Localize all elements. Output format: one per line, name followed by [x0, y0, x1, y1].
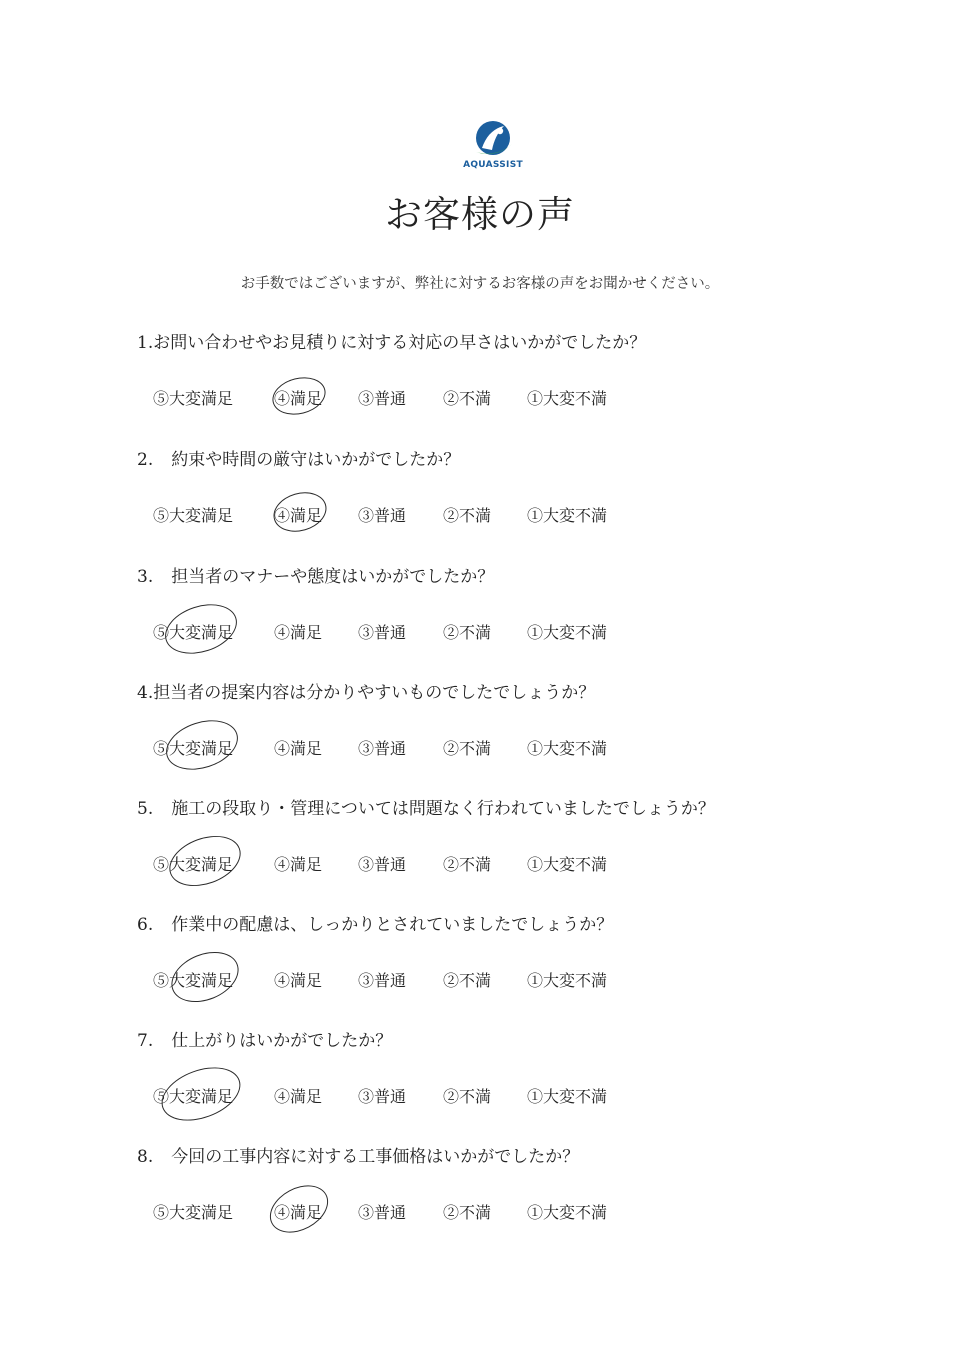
question-7 — [0, 1026, 960, 1136]
option-very-satisfied[interactable]: ⑤大変満足 — [153, 971, 234, 990]
option-dissatisfied[interactable]: ②不満 — [443, 623, 492, 642]
question-number: 2. — [137, 450, 154, 470]
option-satisfied[interactable]: ④満足 — [274, 506, 323, 525]
option-satisfied[interactable]: ④満足 — [274, 971, 323, 990]
question-label: 約束や時間の厳守はいかがでしたか？ — [171, 450, 461, 470]
question-label: 担当者のマナーや態度はいかがでしたか？ — [171, 567, 495, 587]
option-very-satisfied[interactable]: ⑤大変満足 — [153, 389, 234, 408]
option-neutral[interactable]: ③普通 — [358, 1203, 407, 1222]
option-satisfied[interactable]: ④満足 — [274, 739, 323, 758]
rating-options — [0, 736, 960, 766]
option-very-satisfied[interactable]: ⑤大変満足 — [153, 855, 234, 874]
question-text — [137, 910, 613, 935]
question-label: 仕上がりはいかがでしたか？ — [171, 1031, 393, 1051]
option-dissatisfied[interactable]: ②不満 — [443, 855, 492, 874]
question-label: 担当者の提案内容は分かりやすいものでしたでしょうか？ — [153, 683, 596, 703]
option-satisfied[interactable]: ④満足 — [274, 1087, 323, 1106]
question-number: 7. — [137, 1031, 154, 1051]
logo-text: AQUASSIST — [463, 160, 523, 170]
option-very-satisfied[interactable]: ⑤大変満足 — [153, 1203, 234, 1222]
question-label: 作業中の配慮は、しっかりとされていましたでしょうか？ — [171, 915, 614, 935]
option-very-satisfied[interactable]: ⑤大変満足 — [153, 739, 234, 758]
option-very-dissatisfied[interactable]: ①大変不満 — [527, 506, 608, 525]
option-very-dissatisfied[interactable]: ①大変不満 — [527, 971, 608, 990]
option-very-dissatisfied[interactable]: ①大変不満 — [527, 739, 608, 758]
question-text — [137, 678, 595, 703]
option-neutral[interactable]: ③普通 — [358, 623, 407, 642]
option-very-dissatisfied[interactable]: ①大変不満 — [527, 1203, 608, 1222]
question-number: 4. — [137, 683, 154, 703]
question-text — [137, 1026, 392, 1051]
option-dissatisfied[interactable]: ②不満 — [443, 506, 492, 525]
question-2 — [0, 445, 960, 555]
question-text — [137, 1142, 579, 1167]
option-very-dissatisfied[interactable]: ①大変不満 — [527, 623, 608, 642]
question-text — [137, 445, 460, 470]
option-dissatisfied[interactable]: ②不満 — [443, 1087, 492, 1106]
option-neutral[interactable]: ③普通 — [358, 971, 407, 990]
question-label: お問い合わせやお見積りに対する対応の早さはいかがでしたか？ — [153, 333, 647, 353]
question-4 — [0, 678, 960, 788]
option-dissatisfied[interactable]: ②不満 — [443, 971, 492, 990]
rating-options — [0, 852, 960, 882]
question-text — [137, 794, 715, 819]
question-label: 施工の段取り・管理については問題なく行われていましたでしょうか？ — [171, 799, 715, 819]
rating-options — [0, 968, 960, 998]
page-title: お客様の声 — [385, 193, 575, 236]
question-number: 5. — [137, 799, 154, 819]
option-satisfied[interactable]: ④満足 — [274, 623, 323, 642]
question-number: 1. — [137, 333, 154, 353]
option-dissatisfied[interactable]: ②不満 — [443, 389, 492, 408]
question-1 — [0, 328, 960, 438]
option-neutral[interactable]: ③普通 — [358, 1087, 407, 1106]
question-8 — [0, 1142, 960, 1252]
option-very-satisfied[interactable]: ⑤大変満足 — [153, 506, 234, 525]
option-satisfied[interactable]: ④満足 — [274, 389, 323, 408]
option-neutral[interactable]: ③普通 — [358, 506, 407, 525]
question-6 — [0, 910, 960, 1020]
rating-options — [0, 1084, 960, 1114]
option-very-satisfied[interactable]: ⑤大変満足 — [153, 623, 234, 642]
question-label: 今回の工事内容に対する工事価格はいかがでしたか？ — [171, 1147, 580, 1167]
rating-options — [0, 503, 960, 533]
question-number: 6. — [137, 915, 154, 935]
question-number: 8. — [137, 1147, 154, 1167]
question-3 — [0, 562, 960, 672]
question-number: 3. — [137, 567, 154, 587]
question-text — [137, 562, 494, 587]
option-very-satisfied[interactable]: ⑤大変満足 — [153, 1087, 234, 1106]
option-neutral[interactable]: ③普通 — [358, 855, 407, 874]
question-5 — [0, 794, 960, 904]
option-satisfied[interactable]: ④満足 — [274, 1203, 323, 1222]
intro-text: お手数ではございますが、弊社に対するお客様の声をお聞かせください。 — [240, 276, 720, 292]
logo-mark — [458, 118, 528, 160]
option-very-dissatisfied[interactable]: ①大変不満 — [527, 1087, 608, 1106]
rating-options — [0, 386, 960, 416]
rating-options — [0, 620, 960, 650]
option-very-dissatisfied[interactable]: ①大変不満 — [527, 389, 608, 408]
option-very-dissatisfied[interactable]: ①大変不満 — [527, 855, 608, 874]
option-neutral[interactable]: ③普通 — [358, 739, 407, 758]
aquassist-logo — [458, 118, 528, 176]
rating-options — [0, 1200, 960, 1230]
option-satisfied[interactable]: ④満足 — [274, 855, 323, 874]
question-text — [137, 328, 646, 353]
option-neutral[interactable]: ③普通 — [358, 389, 407, 408]
option-dissatisfied[interactable]: ②不満 — [443, 1203, 492, 1222]
option-dissatisfied[interactable]: ②不満 — [443, 739, 492, 758]
